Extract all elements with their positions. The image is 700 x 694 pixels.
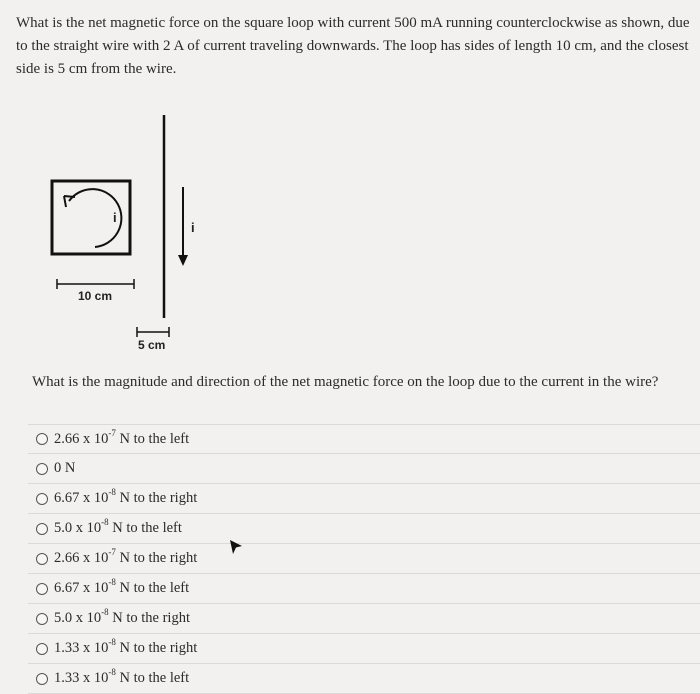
radio-button[interactable]	[36, 493, 48, 505]
option-label: 2.66 x $10^{-7}$ N to the right	[54, 547, 198, 566]
radio-button[interactable]	[36, 643, 48, 655]
radio-button[interactable]	[36, 523, 48, 535]
radio-button[interactable]	[36, 583, 48, 595]
mouse-cursor-icon	[228, 538, 244, 556]
option-label: 1.33 x $10^{-8}$ N to the right	[54, 637, 198, 656]
answer-option[interactable]	[28, 634, 700, 664]
question-text: What is the net magnetic force on the square loop with current 500 mA running counterclockwise as shown, due to the straight wire with 2 A of current traveling downwards. The loop has sides of length 10 cm, and the closest side is 5 cm from the wire.	[16, 15, 690, 77]
option-label: 0 N	[54, 460, 76, 476]
radio-button[interactable]	[36, 463, 48, 475]
wire-current-label: i	[191, 220, 195, 235]
answer-options	[28, 424, 700, 694]
subquestion-text: What is the magnitude and direction of the net magnetic force on the loop due to the current in the wire?	[32, 374, 659, 390]
answer-option[interactable]	[28, 544, 700, 574]
arrowhead-icon	[64, 196, 75, 207]
option-label: 2.66 x $10^{-7}$ N to the left	[54, 427, 190, 447]
side-length-label: 10 cm	[78, 289, 113, 303]
option-label: 5.0 x $10^{-8}$ N to the right	[54, 607, 190, 626]
radio-button[interactable]	[36, 613, 48, 625]
square-loop	[52, 181, 130, 254]
answer-option[interactable]	[28, 514, 700, 544]
option-label: 6.67 x $10^{-8}$ N to the right	[54, 487, 198, 506]
radio-button[interactable]	[36, 433, 48, 445]
answer-option[interactable]	[28, 454, 700, 484]
answer-option[interactable]	[28, 604, 700, 634]
option-label: 5.0 x $10^{-8}$ N to the left	[54, 517, 182, 536]
answer-option[interactable]	[28, 574, 700, 604]
radio-button[interactable]	[36, 673, 48, 685]
option-label: 1.33 x $10^{-8}$ N to the left	[54, 667, 190, 686]
answer-option[interactable]	[28, 484, 700, 514]
answer-option[interactable]	[28, 424, 700, 454]
down-arrowhead-icon	[178, 255, 188, 266]
option-label: 6.67 x $10^{-8}$ N to the left	[54, 577, 190, 596]
radio-button[interactable]	[36, 553, 48, 565]
loop-current-label: i	[113, 210, 117, 225]
gap-label: 5 cm	[138, 338, 166, 352]
